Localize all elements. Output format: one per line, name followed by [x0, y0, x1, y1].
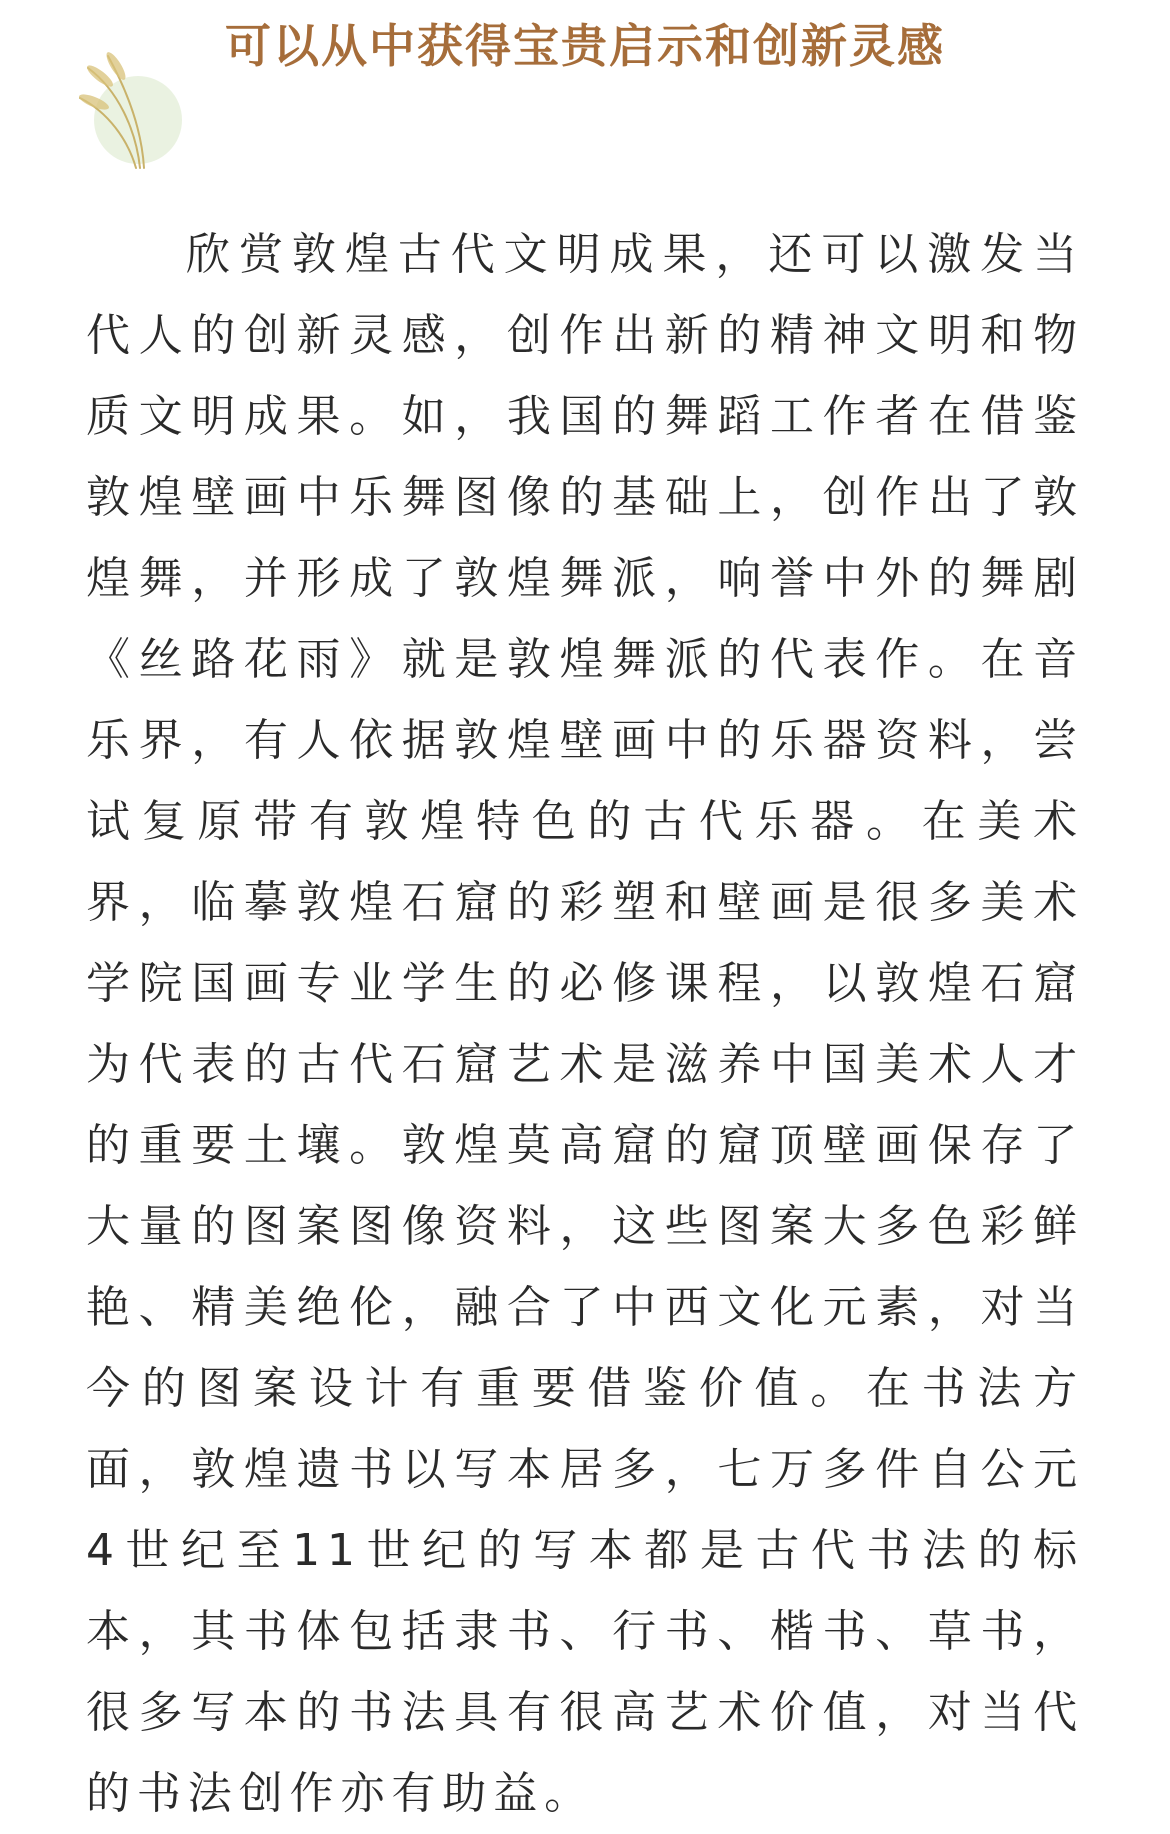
reed-grass-icon — [78, 50, 188, 170]
article-paragraph: 欣赏敦煌古代文明成果，还可以激发当代人的创新灵感，创作出新的精神文明和物质文明成果。如，我国的舞蹈工作者在借鉴敦煌壁画中乐舞图像的基础上，创作出了敦煌舞，并形成了敦煌舞派，响誉中外的舞剧《丝路花雨》就是敦煌舞派的代表作。在音乐界，有人依据敦煌壁画中的乐器资料，尝试复原带有敦煌特色的古代乐器。在美术界，临摹敦煌石窟的彩塑和壁画是很多美术学院国画专业学生的必修课程，以敦煌石窟为代表的古代石窟艺术是滋养中国美术人才的重要土壤。敦煌莫高窟的窟顶壁画保存了大量的图案图像资料，这些图案大多色彩鲜艳、精美绝伦，融合了中西文化元素，对当今的图案设计有重要借鉴价值。在书法方面，敦煌遗书以写本居多，七万多件自公元4世纪至11世纪的写本都是古代书法的标本，其书体包括隶书、行书、楷书、草书，很多写本的书法具有很高艺术价值，对当代的书法创作亦有助益。 — [86, 229, 1084, 1819]
section-title: 可以从中获得宝贵启示和创新灵感 — [225, 19, 945, 73]
